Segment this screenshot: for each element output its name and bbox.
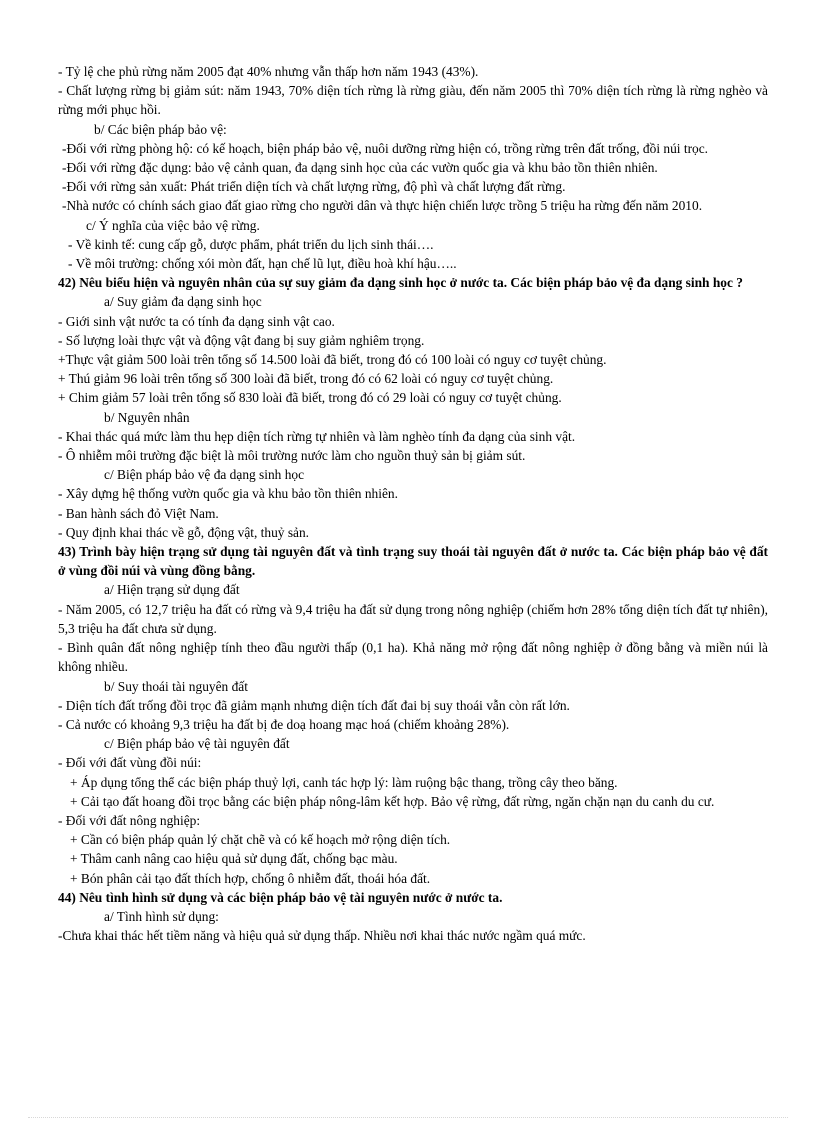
text-line: - Quy định khai thác về gỗ, động vật, thuỷ sản. xyxy=(58,524,310,540)
text-line: - Ban hành sách đỏ Việt Nam. xyxy=(58,505,219,521)
text-line: + Bón phân cải tạo đất thích hợp, chống ô nhiễm đất, thoái hóa đất. xyxy=(70,870,431,886)
text-line: - Ô nhiễm môi trường đặc biệt là môi trường nước làm cho nguồn thuỷ sản bị giảm sút. xyxy=(58,448,526,464)
subsection-heading: a/ Suy giảm đa dạng sinh học xyxy=(104,294,262,310)
text-line: - Khai thác quá mức làm thu hẹp diện tích rừng tự nhiên và làm nghèo tính đa dạng của sinh vật. xyxy=(58,428,576,444)
subsection-heading: c/ Biện pháp bảo vệ tài nguyên đất xyxy=(104,736,290,752)
text-paragraph: -Đối với rừng phòng hộ: có kế hoạch, biện pháp bảo vệ, nuôi dưỡng rừng hiện có, trồng rừng trên đất trống, đồi núi trọc. xyxy=(62,140,709,156)
text-line: + Thâm canh nâng cao hiệu quả sử dụng đất, chống bạc màu. xyxy=(70,851,398,867)
subsection-heading: b/ Các biện pháp bảo vệ: xyxy=(94,121,227,137)
text-line: - Cả nước có khoảng 9,3 triệu ha đất bị đe doạ hoang mạc hoá (chiếm khoảng 28%). xyxy=(58,716,510,732)
text-line: + Thú giảm 96 loài trên tổng số 300 loài đã biết, trong đó có 62 loài có nguy cơ tuyệt chủng. xyxy=(58,371,554,387)
text-line: -Đối với rừng sản xuất: Phát triển diện tích và chất lượng rừng, độ phì và chất lượng đất rừng. xyxy=(62,179,566,195)
text-line: - Đối với đất nông nghiệp: xyxy=(58,812,201,828)
question-heading-42: 42) Nêu biểu hiện và nguyên nhân của sự suy giảm đa dạng sinh học ở nước ta. Các biện pháp bảo vệ đa dạng sinh học ? xyxy=(58,275,743,291)
text-line: - Tỷ lệ che phủ rừng năm 2005 đạt 40% nhưng vẫn thấp hơn năm 1943 (43%). xyxy=(58,64,479,79)
text-paragraph: - Bình quân đất nông nghiệp tính theo đầu người thấp (0,1 ha). Khả năng mở rộng đất nông nghiệp ở đồng bằng và miền núi là không nhiều. xyxy=(58,640,768,675)
text-paragraph: - Chất lượng rừng bị giảm sút: năm 1943, 70% diện tích rừng là rừng giàu, đến năm 2005 thì 70% diện tích rừng là rừng nghèo và rừng mới phục hồi. xyxy=(58,83,768,118)
question-heading-43: 43) Trình bày hiện trạng sử dụng tài nguyên đất và tình trạng suy thoái tài nguyên đất ở nước ta. Các biện pháp bảo vệ đất ở vùng đồi núi và vùng đồng bằng. xyxy=(58,544,768,579)
text-line: + Chim giảm 57 loài trên tổng số 830 loài đã biết, trong đó có 29 loài có nguy cơ tuyệt chủng. xyxy=(58,390,562,406)
subsection-heading: c/ Ý nghĩa của việc bảo vệ rừng. xyxy=(86,217,260,233)
text-line: + Cần có biện pháp quản lý chặt chẽ và có kế hoạch mở rộng diện tích. xyxy=(70,832,451,848)
page-bottom-divider xyxy=(28,1117,788,1118)
text-line: - Về kinh tế: cung cấp gỗ, dược phẩm, phát triển du lịch sinh thái…. xyxy=(68,236,434,252)
document-page xyxy=(58,62,768,945)
text-line: - Số lượng loài thực vật và động vật đang bị suy giảm nghiêm trọng. xyxy=(58,332,425,348)
subsection-heading: b/ Nguyên nhân xyxy=(104,409,190,425)
text-line: + Áp dụng tổng thể các biện pháp thuỷ lợi, canh tác hợp lý: làm ruộng bậc thang, trồng cây theo băng. xyxy=(70,774,618,790)
text-paragraph: + Cải tạo đất hoang đồi trọc bằng các biện pháp nông-lâm kết hợp. Bảo vệ rừng, đất rừng, ngăn chặn nạn du canh du cư. xyxy=(70,793,715,809)
text-paragraph: -Nhà nước có chính sách giao đất giao rừng cho người dân và thực hiện chiến lược trồng 5 triệu ha rừng đến năm 2010. xyxy=(62,198,703,214)
subsection-heading: c/ Biện pháp bảo vệ đa dạng sinh học xyxy=(104,467,305,483)
text-line: - Xây dựng hệ thống vườn quốc gia và khu bảo tồn thiên nhiên. xyxy=(58,486,398,502)
text-line: - Về môi trường: chống xói mòn đất, hạn chế lũ lụt, điều hoà khí hậu….. xyxy=(68,256,457,272)
subsection-heading: a/ Hiện trạng sử dụng đất xyxy=(104,582,240,598)
subsection-heading: b/ Suy thoái tài nguyên đất xyxy=(104,678,248,694)
text-line: - Diện tích đất trống đồi trọc đã giảm mạnh nhưng diện tích đất đai bị suy thoái vẫn còn rất lớn. xyxy=(58,697,570,713)
text-line: -Chưa khai thác hết tiềm năng và hiệu quả sử dụng thấp. Nhiều nơi khai thác nước ngầm quá mức. xyxy=(58,928,586,944)
text-line: - Đối với đất vùng đồi núi: xyxy=(58,755,202,771)
text-line: +Thực vật giảm 500 loài trên tổng số 14.500 loài đã biết, trong đó có 100 loài có nguy cơ tuyệt chủng. xyxy=(58,352,607,368)
text-paragraph: - Năm 2005, có 12,7 triệu ha đất có rừng và 9,4 triệu ha đất sử dụng trong nông nghiệp (chiếm hơn 28% tổng diện tích đất tự nhiên), 5,3 triệu ha đất chưa sử dụng. xyxy=(58,601,768,636)
text-paragraph: -Đối với rừng đặc dụng: bảo vệ cảnh quan, đa dạng sinh học của các vườn quốc gia và khu bảo tồn thiên nhiên. xyxy=(62,160,658,176)
text-line: - Giới sinh vật nước ta có tính đa dạng sinh vật cao. xyxy=(58,313,335,329)
subsection-heading: a/ Tình hình sử dụng: xyxy=(104,908,219,924)
question-heading-44: 44) Nêu tình hình sử dụng và các biện pháp bảo vệ tài nguyên nước ở nước ta. xyxy=(58,889,503,905)
